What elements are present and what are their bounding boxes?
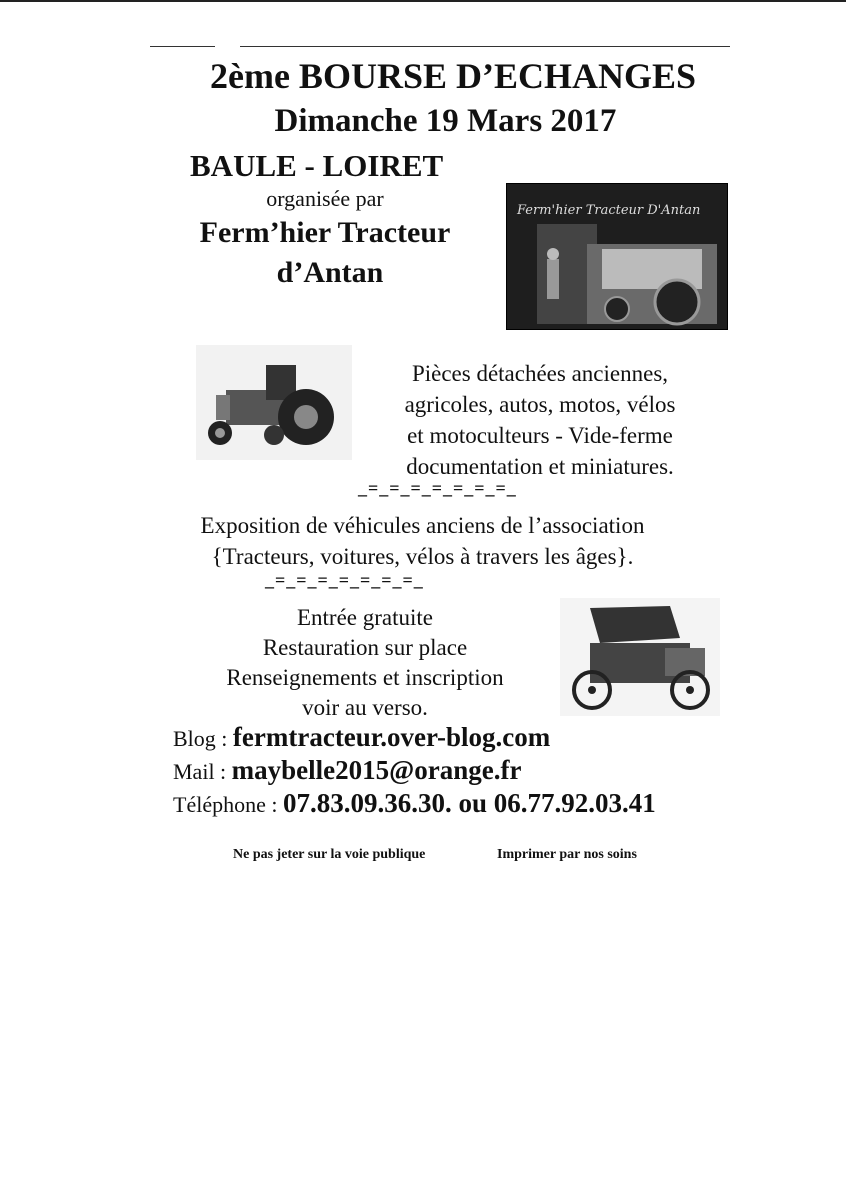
blog-link[interactable]: fermtracteur.over-blog.com: [232, 722, 551, 752]
organised-by-label: organisée par: [266, 186, 384, 211]
tractor-icon: [196, 345, 352, 460]
blog-line: [173, 722, 550, 753]
exposition-line: Exposition de véhicules anciens de l’association: [200, 513, 645, 538]
organiser-name: Ferm’hier Tracteur: [199, 216, 451, 249]
blog-label: Blog :: [173, 726, 228, 751]
items-list: [370, 358, 710, 482]
mail-line: [173, 755, 521, 786]
event-date: Dimanche 19 Mars 2017: [274, 103, 617, 139]
list-item: documentation et miniatures.: [406, 454, 674, 479]
mail-label: Mail :: [173, 759, 227, 784]
top-border: [0, 0, 846, 2]
organiser-name-2: d’Antan: [276, 256, 384, 289]
separator: _=_=_=_=_=_=_=_: [358, 478, 517, 498]
association-photo-image: [507, 184, 727, 329]
phone-number[interactable]: 07.83.09.36.30. ou 06.77.92.03.41: [282, 788, 656, 818]
separator: _=_=_=_=_=_=_=_: [265, 570, 424, 590]
tractor-illustration: [196, 345, 352, 460]
phone-line: [173, 788, 656, 819]
page-title: 2ème BOURSE D’ECHANGES: [209, 56, 697, 96]
association-photo-caption: Ferm'hier Tracteur D'Antan: [517, 203, 701, 218]
info-line: Renseignements et inscription: [226, 665, 504, 690]
car-icon: [560, 598, 720, 716]
exposition-line: {Tracteurs, voitures, vélos à travers les âges}.: [211, 544, 634, 569]
association-photo: [506, 183, 728, 330]
exposition-text: [150, 510, 695, 572]
phone-label: Téléphone :: [173, 792, 278, 817]
info-block: [200, 603, 530, 723]
list-item: agricoles, autos, motos, vélos: [404, 392, 676, 417]
vintage-car-illustration: [560, 598, 720, 716]
header-rule: [150, 46, 215, 47]
header-rule: [240, 46, 730, 47]
info-line: Entrée gratuite: [296, 605, 433, 630]
footer-note-right: Imprimer par nos soins: [497, 847, 637, 862]
list-item: Pièces détachées anciennes,: [411, 361, 669, 386]
list-item: et motoculteurs - Vide-ferme: [407, 423, 673, 448]
mail-link[interactable]: maybelle2015@orange.fr: [231, 755, 522, 785]
footer-note-left: Ne pas jeter sur la voie publique: [233, 847, 426, 862]
info-line: voir au verso.: [302, 695, 428, 720]
event-location: BAULE - LOIRET: [190, 148, 444, 183]
info-line: Restauration sur place: [262, 635, 468, 660]
